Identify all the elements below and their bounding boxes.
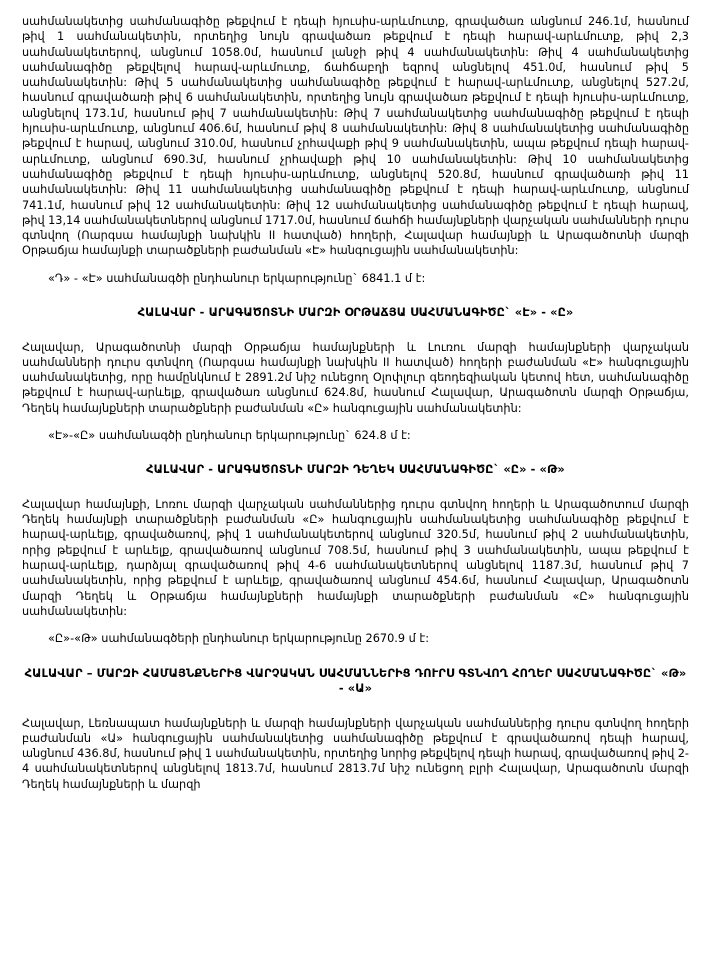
- segment-length-note-2: «Է»-«Ը» սահմանագծի ընդհանուր երկարությունը` 624.8 մ է:: [48, 429, 411, 443]
- paragraph-border-description-1: սահմանակետից սահմանագիծը թեքվում է դեպի հյուսիս-արևմուտք, գրավածառ անցնում 246.1մ, հասնում թիվ 1 սահմանակետին, որտեղից նույն գրավածառ թեքվում է դեպի հարավ-արևմուտք, թիվ 2,3 սահմանակետերով, անցնում 1058.0մ, հասնում լանջի թիվ 4 սահմանակետին: Թիվ 4 սահմանակետից սահմանագիծը թեքվելով հարավ-արևմուտք, ճահճաբղի եզրով անցնելով 451.0մ, հասնում թիվ 5 սահմանակետին: Թիվ 5 սահմանակետից սահմանագիծը թեքվում է հարավ-արևմուտք, անցնելով 527.2մ, հասնում գրավածառի թիվ 6 սահմանակետին, որտեղից նույն գրավածառ թեքվում է դեպի հյուսիս-արևմուտք, անցնելով 173.1մ, հասնում թիվ 7 սահմանակետին: Թիվ 7 սահմանակետից սահմանագիծը թեքվում է դեպի հյուսիս-արևմուտք, անցնում 406.6մ, հասնում թիվ 8 սահմանակետին: Թիվ 8 սահմանակետից սահմանագիծը թեքվում է հարավ, անցնում 310.0մ, հասնում չրհավաքի թիվ 9 սահմանակետին, ապա թեքվում դեպի հարավ-արևմուտք, անցնում 690.3մ, հասնում չրհավաքի թիվ 10 սահմանակետին: Թիվ 10 սահմանակետից սահմանագիծը թեքվում է դեպի հյուսիս-արևմուտք, անցնելով 520.8մ, հասնում գրավածառի թիվ 11 սահմանակետին: Թիվ 11 սահմանակետից սահմանագիծը թեքվում է դեպի հարավ-արևմուտք, անցնում 741.1մ, հասնում թիվ 12 սահմանակետին: Թիվ 12 սահմանակետից սահմանագիծը թեքվում է դեպի հարավ, թիվ 13,14 սահմանակետներով անցնում 1717.0մ, հասնում ճահճի համայնքների վարչական սահմանների դուրս գտնվող (Ոարգսա համայնքի նախկին II հատված) հողերի, Հալավար համայնքի և Արագածոտնի մարզի Օրթաճյա համայնքի տարածքների բաժանման «Է» հանգուցային սահմանակետին:: [22, 15, 689, 258]
- paragraph-border-description-3: Հալավար համայնքի, Լոռու մարզի վարչական սահմաններից դուրս գտնվող հողերի և Արագածոտում մարզի Դեղեկ համայնքի տարածքների բաժանման «Ը» հանգուցային սահմանակետից սահմանագիծը թեքվում է հարավ-արևելք, գրավածառով, թիվ 1 սահմանակետերով անցնում 320.5մ, հասնում թիվ 2 սահմանակետին, որից թեքվում է արևելք, գրավածառով անցնում 708.5մ, հասնում թիվ 3 սահմանակետին, ապա թեքվում է հարավ-արևելք, դարձյալ գրավածառով թիվ 4-6 սահմանակետներով անցնելով 1187.3մ, հասնում թիվ 7 սահմանակետին, որից թեքվում է արևելք, գրավածառով անցնում 454.6մ, հասնում Հալավար, Արագածոտն մարզի Դեղեկ և Օրթաճյա համայնքների համայնքի տարածքների բաժանման «Ը» հանգուցային սահմանակետին:: [22, 497, 689, 618]
- paragraph-border-description-2: Հալավար, Արագածոտնի մարզի Օրթաճյա համայնքների և Լուռու մարզի համայնքների վարչական սահմանների դուրս գտնվող (Ոարգսա համայնքի նախկին II հատված) հողերի բաժանման «Է» հանգուցային սահմանակետից, որը համընկնում է 2891.2մ նիշ ունեցող Օլոփլուր գեոդեզիական կետով հետ, սահմանագիծը թեքվում է հարավ-արևելք, գրավածառ անցնում 624.8մ, հասնում Հալավար, Արագածոտն մարզի Օրթաճյա, Դեղեկ համայնքների տարածքների բաժանման «Ը» հանգուցային սահմանակետին:: [22, 340, 689, 415]
- spacer: [22, 697, 689, 716]
- spacer: [22, 321, 689, 340]
- section-heading-community-borders: ՀԱԼԱՎԱՐ – ՄԱՐԶԻ ՀԱՄԱՅՆՔՆԵՐԻՑ ՎԱՐՉԱԿԱՆ ՍԱՀՄԱՆՆԵՐԻՑ ԴՈՒՐՍ ԳՏՆՎՈՂ ՀՈՂԵՐ ՍԱՀՄԱՆԱԳԻԾԸ` «Թ» - «Ա»: [24, 665, 687, 695]
- section-heading-orgov: ՀԱԼԱՎԱՐ - ԱՐԱԳԱԾՈՏՆԻ ՄԱՐԶԻ ՕՐԹԱՃՅԱ ՍԱՀՄԱՆԱԳԻԾԸ` «Է» - «Ը»: [137, 305, 574, 320]
- spacer: [22, 478, 689, 497]
- spacer: [22, 647, 689, 666]
- spacer: [22, 416, 689, 428]
- spacer: [22, 619, 689, 631]
- paragraph-border-description-4: Հալավար, Լեռնապատ համայնքների և մարզի համայնքների վարչական սահմաններից դուրս գտնվող հողերի բաժանման «Ա» հանգուցային սահմանակետից սահմանագիծը թեքվում է գրավածառով դեպի հարավ, անցնում 436.8մ, հասնում թիվ 1 սահմանակետին, որտեղից նորից թեքվելով դեպի հարավ, գրավածառով թիվ 2-4 սահմանակետներով անցնելով 1813.7մ, հասնում 2813.7մ նիշ ունեցող բլրի Հալավար, Արագածոտն մարզի Դեղեկ համայնքների և մարզի: [22, 716, 689, 791]
- segment-length-note-1: «Դ» - «Է» սահմանագծի ընդհանուր երկարությունը` 6841.1 մ է:: [48, 271, 426, 285]
- section-heading-deghek: ՀԱԼԱՎԱՐ - ԱՐԱԳԱԾՈՏՆԻ ՄԱՐԶԻ ԴԵՂԵԿ ՍԱՀՄԱՆԱԳԻԾԸ` «Ը» - «Թ»: [146, 462, 565, 477]
- spacer: [22, 443, 689, 462]
- spacer: [22, 286, 689, 305]
- segment-length-note-3: «Ը»-«Թ» սահմանագծերի ընդհանուր երկարությունը 2670.9 մ է:: [48, 632, 430, 646]
- spacer: [22, 259, 689, 271]
